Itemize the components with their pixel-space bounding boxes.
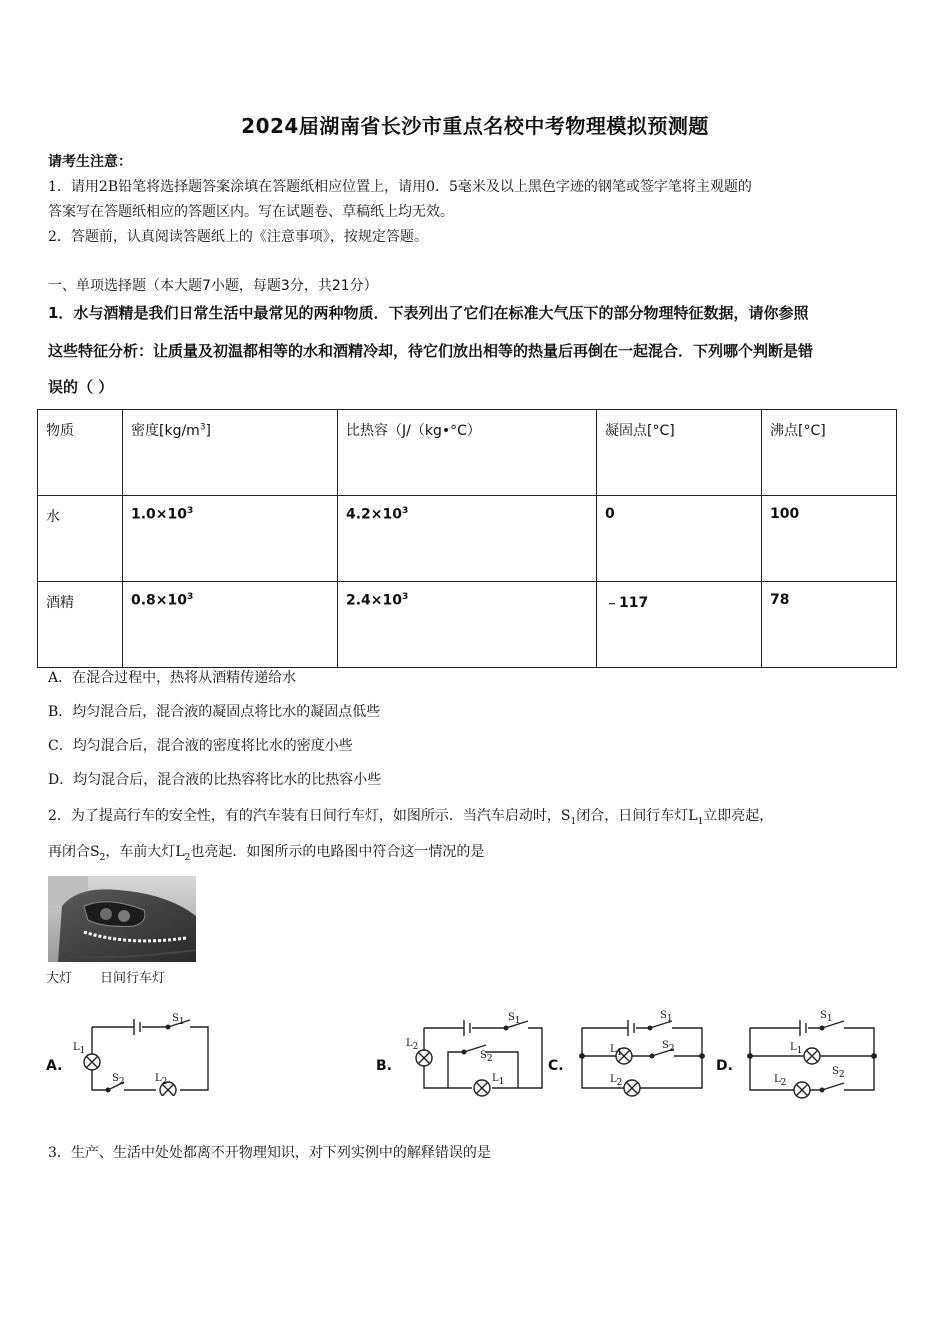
question-2-line-1: 2．为了提高行车的安全性，有的汽车装有日间行车灯，如图所示．当汽车启动时，$S_1$闭合，日间行车灯$L_1$立即亮起， (48, 808, 774, 827)
table-cell: 78 (762, 582, 897, 668)
circuit-d-s1: $S_1$ (820, 1010, 833, 1024)
circuit-a-l2: $L_2$ (155, 1073, 168, 1087)
question-3: 3．生产、生活中处处都离不开物理知识，对下列实例中的解释错误的是 (48, 1145, 491, 1161)
circuit-a-s2: $S_2$ (112, 1073, 125, 1087)
question-1-line-1: 1．水与酒精是我们日常生活中最常见的两种物质．下表列出了它们在标准大气压下的部分物理特征数据，请你参照 (48, 304, 809, 322)
section-heading: 一、单项选择题（本大题7小题，每题3分，共21分） (48, 278, 378, 294)
circuit-d-l1: $L_1$ (790, 1042, 803, 1056)
notice-heading: 请考生注意： (48, 154, 132, 170)
table-header-cell: 沸点[°C] (762, 410, 897, 496)
circuit-d-l2: $L_2$ (774, 1074, 787, 1088)
notice-line-2: 2．答题前，认真阅读答题纸上的《注意事项》，按规定答题。 (48, 229, 428, 245)
table-header-cell: 比热容（J/（kg•°C） (338, 410, 597, 496)
question-1-line-3: 误的（ ） (48, 378, 114, 396)
caption-daytime-light: 日间行车灯 (100, 971, 166, 986)
table-header-cell: 凝固点[°C] (597, 410, 762, 496)
table-row (38, 410, 897, 496)
option-c: C．均匀混合后，混合液的密度将比水的密度小些 (48, 738, 353, 754)
page-title: 2024届湖南省长沙市重点名校中考物理模拟预测题 (241, 114, 709, 138)
car-headlight-photo (48, 876, 196, 962)
table-cell: $2.4\times 10^3$ (338, 582, 597, 668)
circuit-option-c-label: C. (548, 1058, 564, 1074)
circuit-d-s2: $S_2$ (832, 1066, 845, 1080)
circuit-c-s1: $S_1$ (660, 1010, 673, 1024)
option-a: A．在混合过程中，热将从酒精传递给水 (48, 670, 297, 686)
circuit-diagram-d (744, 1010, 886, 1102)
properties-table (37, 409, 897, 668)
table-cell: 水 (38, 496, 123, 582)
notice-line-1b: 答案写在答题纸相应的答题区内。写在试题卷、草稿纸上均无效。 (48, 204, 454, 220)
option-b: B．均匀混合后，混合液的凝固点将比水的凝固点低些 (48, 704, 381, 720)
table-row (38, 582, 897, 668)
circuit-diagram-b (400, 1010, 550, 1100)
circuit-diagram-a (68, 1010, 218, 1096)
table-cell: ﹣117 (597, 582, 762, 668)
table-header-cell: 物质 (38, 410, 123, 496)
option-d: D．均匀混合后，混合液的比热容将比水的比热容小些 (48, 772, 382, 788)
circuit-c-l2: $L_2$ (610, 1074, 623, 1088)
circuit-option-d-label: D. (716, 1058, 733, 1074)
table-cell: 0 (597, 496, 762, 582)
caption-headlight: 大灯 (46, 971, 73, 986)
circuit-diagram-c (574, 1010, 716, 1100)
circuit-b-l2: $L_2$ (406, 1038, 419, 1052)
table-row (38, 496, 897, 582)
circuit-b-s1: $S_1$ (508, 1012, 521, 1026)
question-1-line-2: 这些特征分析：让质量及初温都相等的水和酒精冷却，待它们放出相等的热量后再倒在一起混合．下列哪个判断是错 (48, 342, 814, 360)
circuit-option-b-label: B. (376, 1058, 392, 1074)
circuit-b-l1: $L_1$ (492, 1073, 505, 1087)
circuit-option-a-label: A. (46, 1058, 63, 1074)
table-cell: $4.2\times 10^3$ (338, 496, 597, 582)
circuit-b-s2: $S_2$ (480, 1050, 493, 1064)
question-2-line-2: 再闭合$S_2$，车前大灯$L_2$也亮起．如图所示的电路图中符合这一情况的是 (48, 844, 485, 863)
circuit-a-l1: $L_1$ (73, 1042, 86, 1056)
circuit-c-l1: $L_1$ (610, 1044, 623, 1058)
circuit-a-s1: $S_1$ (172, 1013, 185, 1027)
table-cell: 100 (762, 496, 897, 582)
circuit-c-s2: $S_2$ (662, 1040, 675, 1054)
notice-line-1a: 1．请用2B铅笔将选择题答案涂填在答题纸相应位置上，请用0．5毫米及以上黑色字迹的钢笔或签字笔将主观题的 (48, 179, 752, 195)
table-header-cell: 密度$[kg/m^3]$ (123, 410, 338, 496)
table-cell: 酒精 (38, 582, 123, 668)
table-cell: $1.0\times 10^3$ (123, 496, 338, 582)
table-cell: $0.8\times 10^3$ (123, 582, 338, 668)
